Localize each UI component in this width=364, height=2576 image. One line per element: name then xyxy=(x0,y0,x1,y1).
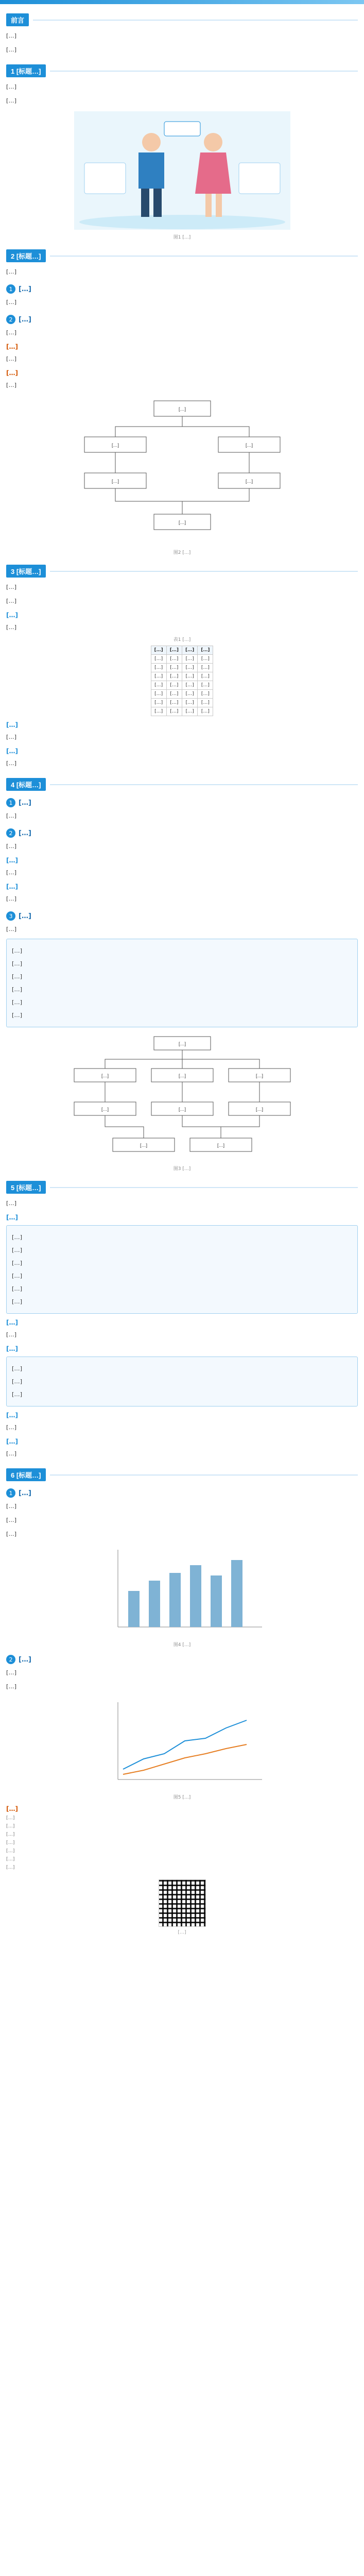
sub-title: […] xyxy=(19,1489,31,1497)
intro-paragraph-1: […] xyxy=(6,32,17,39)
table-header-cell: […] xyxy=(182,646,198,655)
table-row xyxy=(151,707,213,716)
section-2-heading xyxy=(6,249,358,262)
section-3-tag: 3 [标题…] xyxy=(6,565,46,578)
flow-node-1: […] xyxy=(178,1041,186,1046)
flow-node-2: […] xyxy=(101,1073,109,1078)
section-1-tag: 1 [标题…] xyxy=(6,64,46,77)
flow-node-5: […] xyxy=(245,479,253,484)
section-6-sub-2 xyxy=(6,1655,358,1664)
callout-line: […] xyxy=(12,973,23,980)
sub-number: 3 xyxy=(6,911,15,921)
heading-rule xyxy=(50,1187,358,1188)
qr-code[interactable] xyxy=(159,1879,206,1927)
callout-line: […] xyxy=(12,947,23,954)
section-2-mini-a-text: […] xyxy=(6,355,17,362)
figure-2 xyxy=(6,396,358,555)
table-header-cell: […] xyxy=(166,646,182,655)
flow-node-2: […] xyxy=(111,443,119,448)
callout-line: […] xyxy=(12,1273,23,1279)
section-3-mini-e: […] xyxy=(6,748,18,755)
section-6-sub-1-text-3: […] xyxy=(6,1531,17,1537)
sub-title: […] xyxy=(19,1655,31,1664)
section-5-mini-l: […] xyxy=(6,1438,18,1445)
figure-3 xyxy=(6,1032,358,1172)
flow-node-4: […] xyxy=(111,479,119,484)
heading-rule xyxy=(50,71,358,72)
heading-rule xyxy=(50,571,358,572)
sub-title: […] xyxy=(19,912,31,920)
table-1-caption: 表1 […] xyxy=(173,637,191,642)
figure-4-caption: 图4 […] xyxy=(173,1642,191,1648)
section-5-mini-i-text: […] xyxy=(6,1331,17,1338)
figure-1 xyxy=(6,111,358,240)
section-4-mini-f: […] xyxy=(6,857,18,864)
reference-item: […] xyxy=(6,1824,15,1829)
section-2-paragraph-1: […] xyxy=(6,268,17,275)
figure-4 xyxy=(6,1545,358,1648)
callout-line: […] xyxy=(12,1234,23,1241)
table-cell: […] xyxy=(166,699,182,707)
table-cell: […] xyxy=(166,681,182,690)
section-6-tag: 6 [标题…] xyxy=(6,1468,46,1481)
table-row xyxy=(151,699,213,707)
section-2-tag: 2 [标题…] xyxy=(6,249,46,262)
callout-line: […] xyxy=(12,1247,23,1253)
heading-rule xyxy=(50,1475,358,1476)
flow-node-8: […] xyxy=(140,1143,147,1148)
section-5-mini-h: […] xyxy=(6,1214,18,1221)
section-3-paragraph-1: […] xyxy=(6,584,17,590)
figure-1-caption: 图1 […] xyxy=(173,235,191,240)
sub-number: 1 xyxy=(6,284,15,294)
table-cell: […] xyxy=(151,690,166,699)
reference-item: […] xyxy=(6,1832,15,1837)
table-cell: […] xyxy=(198,699,213,707)
section-6-sub-1-text-2: […] xyxy=(6,1517,17,1523)
flow-node-1: […] xyxy=(178,406,186,412)
intro-heading xyxy=(6,13,358,26)
reference-item: […] xyxy=(6,1816,15,1821)
callout-line: […] xyxy=(12,960,23,967)
table-cell: […] xyxy=(151,699,166,707)
flow-node-4: […] xyxy=(255,1073,263,1078)
section-6-sub-2-text-1: […] xyxy=(6,1669,17,1676)
callout-line: […] xyxy=(12,1365,23,1372)
table-cell: […] xyxy=(182,664,198,672)
table-row xyxy=(151,690,213,699)
footer-note: […] xyxy=(178,1930,186,1935)
section-3-mini-d-text: […] xyxy=(6,734,17,740)
references-title: […] xyxy=(6,1805,18,1812)
table-row xyxy=(151,681,213,690)
section-2-mini-b: […] xyxy=(6,369,18,377)
table-cell: […] xyxy=(198,655,213,664)
section-6-sub-2-text-2: […] xyxy=(6,1683,17,1690)
sub-title: […] xyxy=(19,799,31,807)
section-4-sub-3 xyxy=(6,911,358,921)
callout-box-1 xyxy=(6,939,358,1027)
table-row xyxy=(151,672,213,681)
section-4-mini-g-text: […] xyxy=(6,895,17,902)
top-ribbon xyxy=(0,0,364,4)
section-2-sub-2 xyxy=(6,315,358,324)
figure-5 xyxy=(6,1697,358,1800)
table-1 xyxy=(151,646,214,716)
table-cell: […] xyxy=(151,707,166,716)
section-3-paragraph-2: […] xyxy=(6,598,17,604)
section-1-heading xyxy=(6,64,358,77)
table-cell: […] xyxy=(151,664,166,672)
section-2-mini-b-text: […] xyxy=(6,382,17,388)
reference-item: […] xyxy=(6,1840,15,1845)
callout-line: […] xyxy=(12,1378,23,1385)
section-5-mini-k-text: […] xyxy=(6,1424,17,1431)
section-3-mini-c: […] xyxy=(6,612,18,619)
callout-line: […] xyxy=(12,1260,23,1266)
figure-2-caption: 图2 […] xyxy=(173,550,191,555)
flow-node-3: […] xyxy=(245,443,253,448)
section-3-mini-c-text: […] xyxy=(6,624,17,631)
reference-item: […] xyxy=(6,1849,15,1854)
section-4-heading xyxy=(6,778,358,791)
section-5-mini-j: […] xyxy=(6,1345,18,1352)
table-cell: […] xyxy=(198,664,213,672)
section-5-heading xyxy=(6,1181,358,1194)
table-cell: […] xyxy=(182,690,198,699)
flow-node-5: […] xyxy=(101,1107,109,1112)
section-2-sub-2-text: […] xyxy=(6,329,17,336)
sub-number: 2 xyxy=(6,828,15,838)
table-header-cell: […] xyxy=(198,646,213,655)
sub-number: 2 xyxy=(6,315,15,324)
sub-title: […] xyxy=(19,315,31,324)
section-3-heading xyxy=(6,565,358,578)
table-cell: […] xyxy=(198,690,213,699)
callout-line: […] xyxy=(12,999,23,1006)
table-cell: […] xyxy=(151,672,166,681)
table-cell: […] xyxy=(182,681,198,690)
table-row xyxy=(151,664,213,672)
heading-rule xyxy=(50,784,358,785)
section-5-mini-k: […] xyxy=(6,1412,18,1419)
flow-node-6: […] xyxy=(178,1107,186,1112)
callout-line: […] xyxy=(12,1285,23,1292)
section-4-sub-1 xyxy=(6,798,358,807)
intro-paragraph-2: […] xyxy=(6,46,17,53)
section-5-tag: 5 [标题…] xyxy=(6,1181,46,1194)
table-row xyxy=(151,655,213,664)
table-cell: […] xyxy=(182,672,198,681)
heading-rule xyxy=(33,20,358,21)
table-cell: […] xyxy=(198,672,213,681)
table-cell: […] xyxy=(166,690,182,699)
section-6-sub-1 xyxy=(6,1488,358,1498)
figure-5-caption: 图5 […] xyxy=(173,1795,191,1800)
table-cell: […] xyxy=(198,707,213,716)
section-4-sub-2-text: […] xyxy=(6,843,17,850)
callout-line: […] xyxy=(12,1012,23,1019)
callout-box-3 xyxy=(6,1357,358,1406)
section-3-mini-d: […] xyxy=(6,721,18,728)
section-2-sub-1-text: […] xyxy=(6,299,17,306)
section-4-mini-g: […] xyxy=(6,883,18,890)
figure-3-flowchart xyxy=(64,1032,301,1161)
callout-box-2 xyxy=(6,1225,358,1314)
callout-line: […] xyxy=(12,1391,23,1398)
section-4-sub-2 xyxy=(6,828,358,838)
figure-5-chart xyxy=(97,1697,267,1790)
reference-item: […] xyxy=(6,1865,15,1870)
table-cell: […] xyxy=(166,664,182,672)
table-cell: […] xyxy=(182,655,198,664)
section-2-mini-a: […] xyxy=(6,343,18,350)
section-4-tag: 4 [标题…] xyxy=(6,778,46,791)
section-6-heading xyxy=(6,1468,358,1481)
table-cell: […] xyxy=(166,672,182,681)
figure-3-caption: 图3 […] xyxy=(173,1166,191,1172)
section-4-sub-3-text: […] xyxy=(6,926,17,933)
table-header-row xyxy=(151,646,213,655)
figure-4-chart xyxy=(97,1545,267,1637)
heading-rule xyxy=(50,256,358,257)
flow-node-7: […] xyxy=(255,1107,263,1112)
table-cell: […] xyxy=(198,681,213,690)
table-cell: […] xyxy=(151,681,166,690)
reference-item: […] xyxy=(6,1857,15,1862)
flow-node-6: […] xyxy=(178,520,186,525)
section-4-mini-f-text: […] xyxy=(6,869,17,876)
section-4-sub-1-text: […] xyxy=(6,812,17,819)
table-cell: […] xyxy=(166,707,182,716)
section-5-paragraph-1: […] xyxy=(6,1200,17,1207)
section-1-paragraph-1: […] xyxy=(6,83,17,90)
section-6-sub-1-text-1: […] xyxy=(6,1503,17,1510)
flow-node-9: […] xyxy=(217,1143,224,1148)
table-cell: […] xyxy=(166,655,182,664)
intro-tag: 前言 xyxy=(6,13,29,26)
sub-number: 2 xyxy=(6,1655,15,1664)
table-cell: […] xyxy=(182,699,198,707)
callout-line: […] xyxy=(12,986,23,993)
section-1-paragraph-2: […] xyxy=(6,97,17,104)
table-cell: […] xyxy=(182,707,198,716)
sub-title: […] xyxy=(19,829,31,837)
section-3-mini-e-text: […] xyxy=(6,760,17,767)
sub-number: 1 xyxy=(6,1488,15,1498)
sub-number: 1 xyxy=(6,798,15,807)
section-5-mini-i: […] xyxy=(6,1319,18,1326)
flow-node-3: […] xyxy=(178,1073,186,1078)
section-5-mini-l-text: […] xyxy=(6,1450,17,1457)
table-cell: […] xyxy=(151,655,166,664)
references xyxy=(6,1805,358,1871)
section-2-sub-1 xyxy=(6,284,358,294)
figure-1-illustration xyxy=(74,111,290,230)
sub-title: […] xyxy=(19,285,31,293)
figure-2-flowchart xyxy=(69,396,296,545)
callout-line: […] xyxy=(12,1298,23,1305)
table-header-cell: […] xyxy=(151,646,166,655)
